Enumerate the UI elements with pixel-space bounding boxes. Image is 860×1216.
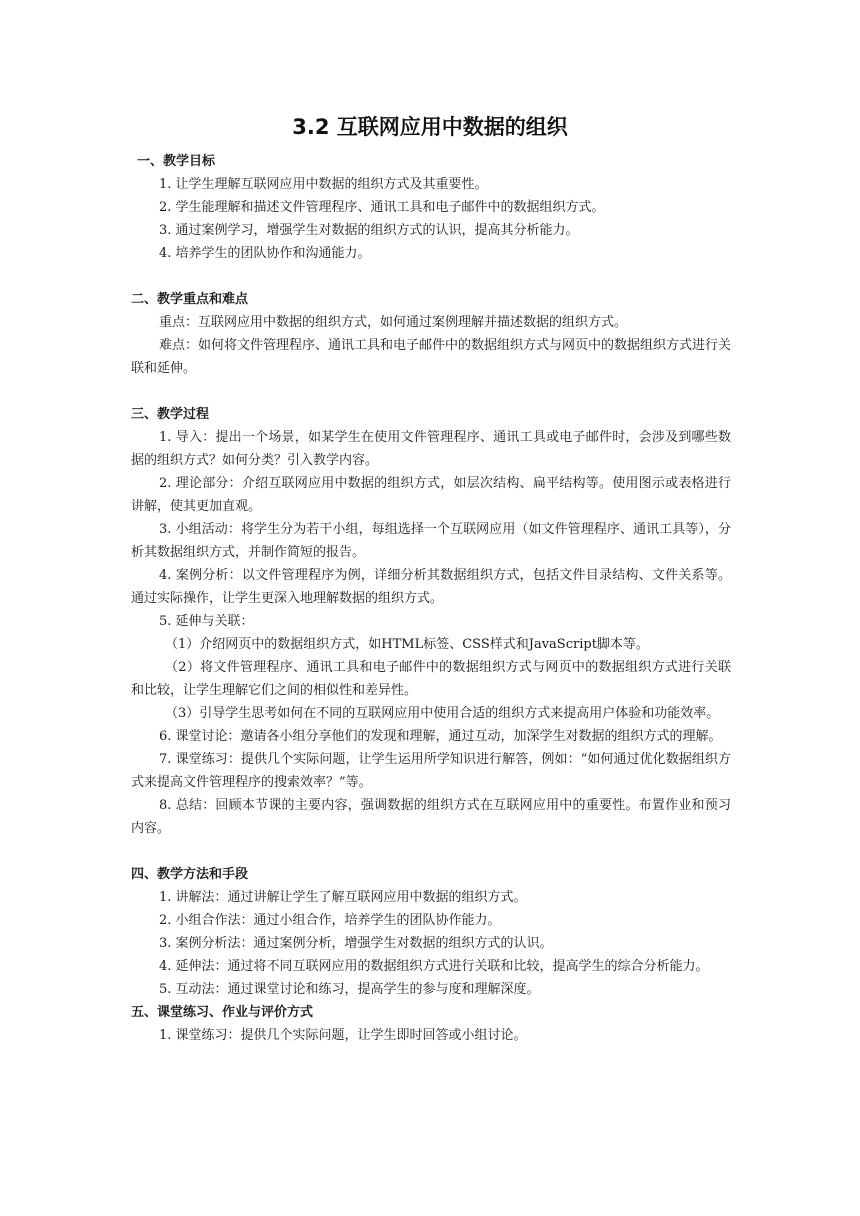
paragraph: 2. 小组合作法：通过小组合作，培养学生的团队协作能力。 <box>159 913 501 928</box>
paragraph: 3. 案例分析法：通过案例分析，增强学生对数据的组织方式的认识。 <box>159 936 553 951</box>
sub-paragraph: （1）介绍网页中的数据组织方式，如HTML标签、CSS样式和JavaScript脚本等。 <box>165 637 649 652</box>
sub-paragraph: （2）将文件管理程序、通讯工具和电子邮件中的数据组织方式与网页中的数据组织方式进行关联和比较，让学生理解它们之间的相似性和差异性。 <box>131 660 731 698</box>
paragraph: 5. 互动法：通过课堂讨论和练习，提高学生的参与度和理解深度。 <box>159 982 540 997</box>
document-body <box>131 150 731 1047</box>
paragraph: 5. 延伸与关联： <box>159 614 254 629</box>
section-heading-teaching-process: 三、教学过程 <box>131 407 210 422</box>
paragraph: 8. 总结：回顾本节课的主要内容，强调数据的组织方式在互联网应用中的重要性。布置作业和预习内容。 <box>131 798 731 836</box>
paragraph: 4. 培养学生的团队协作和沟通能力。 <box>159 246 371 261</box>
paragraph: 3. 通过案例学习，增强学生对数据的组织方式的认识，提高其分析能力。 <box>159 223 579 238</box>
section-heading-exercises-assessment: 五、课堂练习、作业与评价方式 <box>131 1005 314 1020</box>
paragraph: 1. 让学生理解互联网应用中数据的组织方式及其重要性。 <box>159 177 488 192</box>
paragraph: 1. 课堂练习：提供几个实际问题，让学生即时回答或小组讨论。 <box>159 1028 527 1043</box>
paragraph: 6. 课堂讨论：邀请各小组分享他们的发现和理解，通过互动，加深学生对数据的组织方式的理解。 <box>159 729 722 744</box>
paragraph: 3. 小组活动：将学生分为若干小组，每组选择一个互联网应用（如文件管理程序、通讯工具等），分析其数据组织方式，并制作简短的报告。 <box>131 522 731 560</box>
section-heading-teaching-goals: 一、教学目标 <box>137 154 216 169</box>
sub-paragraph: （3）引导学生思考如何在不同的互联网应用中使用合适的组织方式来提高用户体验和功能效率。 <box>165 706 720 721</box>
paragraph: 重点：互联网应用中数据的组织方式，如何通过案例理解并描述数据的组织方式。 <box>159 315 628 330</box>
section-heading-key-points: 二、教学重点和难点 <box>131 292 249 307</box>
paragraph: 2. 理论部分：介绍互联网应用中数据的组织方式，如层次结构、扁平结构等。使用图示或表格进行讲解，使其更加直观。 <box>131 476 731 514</box>
section-heading-teaching-methods: 四、教学方法和手段 <box>131 867 249 882</box>
paragraph: 1. 讲解法：通过讲解让学生了解互联网应用中数据的组织方式。 <box>159 890 527 905</box>
paragraph: 7. 课堂练习：提供几个实际问题，让学生运用所学知识进行解答，例如：“如何通过优化数据组织方式来提高文件管理程序的搜索效率？”等。 <box>131 752 731 790</box>
paragraph: 4. 延伸法：通过将不同互联网应用的数据组织方式进行关联和比较，提高学生的综合分析能力。 <box>159 959 709 974</box>
paragraph: 2. 学生能理解和描述文件管理程序、通讯工具和电子邮件中的数据组织方式。 <box>159 200 605 215</box>
paragraph: 1. 导入：提出一个场景，如某学生在使用文件管理程序、通讯工具或电子邮件时，会涉及到哪些数据的组织方式？如何分类？引入教学内容。 <box>131 430 731 468</box>
document-title: 3.2 互联网应用中数据的组织 <box>292 115 568 139</box>
paragraph: 难点：如何将文件管理程序、通讯工具和电子邮件中的数据组织方式与网页中的数据组织方式进行关联和延伸。 <box>131 338 732 376</box>
paragraph: 4. 案例分析：以文件管理程序为例，详细分析其数据组织方式，包括文件目录结构、文件关系等。通过实际操作，让学生更深入地理解数据的组织方式。 <box>131 568 731 606</box>
